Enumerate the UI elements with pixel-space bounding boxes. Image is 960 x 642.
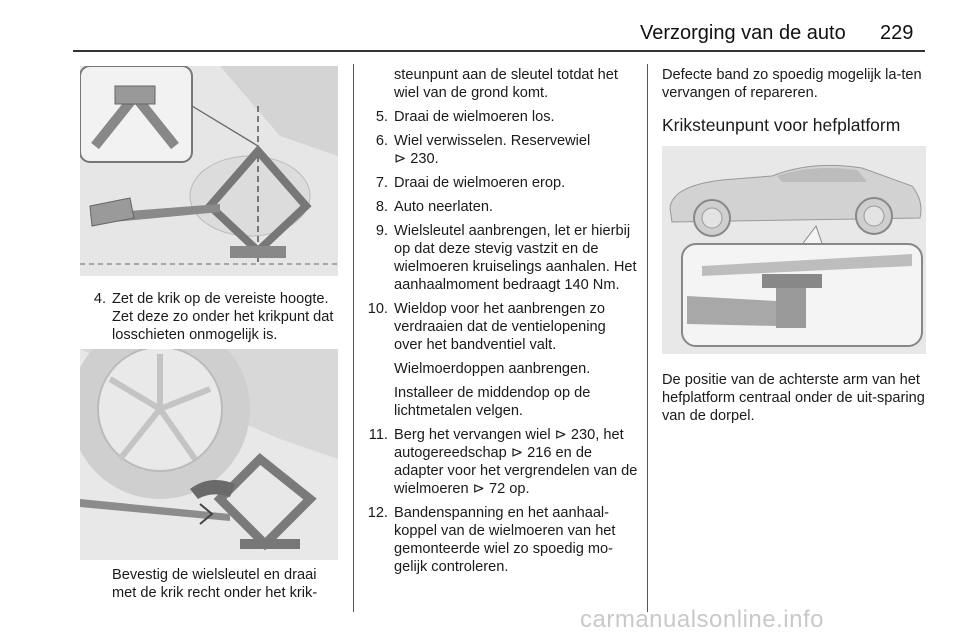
list-item [362, 426, 638, 498]
header-divider [73, 50, 925, 52]
column-divider [647, 64, 648, 612]
list-number: 8. [375, 199, 388, 215]
list-number: 7. [375, 175, 388, 191]
section-heading: Kriksteunpunt voor hefplatform [662, 115, 901, 135]
list-text: Wiel verwisselen. Reservewiel [394, 133, 591, 149]
wheel-jack-illustration [80, 349, 338, 560]
jack-position-illustration [80, 66, 338, 276]
body-paragraph: Bevestig de wielsleutel en draai met de krik recht onder het krik- [112, 567, 318, 601]
column-1-continued [80, 566, 342, 608]
list-text: Bandenspanning en het aanhaal-koppel van de wielmoeren van het gemonteerde wiel zo spoedig mo-gelijk controleren. [394, 505, 616, 575]
body-paragraph: De positie van de achterste arm van het hefplatform centraal onder de uit-sparing van de dorpel. [662, 372, 925, 424]
list-item [362, 198, 638, 216]
column-3-text [662, 66, 926, 148]
body-paragraph: Installeer de middendop op de lichtmetalen velgen. [394, 385, 591, 419]
body-paragraph: Defecte band zo spoedig mogelijk la-ten vervangen of repareren. [662, 67, 922, 101]
list-text: Berg het vervangen wiel ⊳ 230, het autogereedschap ⊳ 216 en de adapter voor het vergrendelen van de wielmoeren ⊳ 72 op. [394, 427, 638, 497]
page-title: Verzorging van de auto [640, 22, 846, 44]
list-number: 9. [375, 223, 388, 239]
list-number: 10. [367, 301, 388, 317]
column-3-continued [662, 371, 926, 431]
list-text: Draai de wielmoeren erop. [394, 175, 566, 191]
list-item [80, 290, 342, 344]
list-item [362, 222, 638, 294]
list-number: 4. [93, 291, 106, 307]
list-text: Wielsleutel aanbrengen, let er hierbij op dat deze stevig vastzit en de wielmoeren kruiselings aanhalen. Het aanhaalmoment bedraagt 140 Nm. [394, 223, 637, 293]
list-text: Draai de wielmoeren los. [394, 109, 555, 125]
list-number: 12. [367, 505, 388, 521]
column-divider [353, 64, 354, 612]
list-item [362, 174, 638, 192]
list-number: 5. [375, 109, 388, 125]
list-item [362, 504, 638, 576]
list-number: 11. [368, 427, 388, 443]
column-1-text [80, 290, 342, 350]
list-text: Auto neerlaten. [394, 199, 493, 215]
lift-point-illustration [662, 146, 926, 354]
list-item [362, 108, 638, 126]
body-paragraph: Wielmoerdoppen aanbrengen. [394, 361, 591, 377]
list-continuation: steunpunt aan de sleutel totdat het wiel van de grond komt. [394, 67, 618, 101]
page-reference: ⊳ 230. [394, 151, 439, 167]
page-number: 229 [880, 22, 914, 44]
watermark-text: carmanualsonline.info [580, 606, 824, 633]
list-text: Wieldop voor het aanbrengen zo verdraaien dat de ventielopening over het bandventiel valt. [394, 301, 606, 353]
list-item [362, 132, 638, 168]
list-item [362, 300, 638, 354]
column-2-text [362, 66, 638, 582]
list-number: 6. [375, 133, 388, 149]
list-text: Zet de krik op de vereiste hoogte. Zet deze zo onder het krikpunt dat losschieten onmogelijk is. [112, 291, 334, 343]
